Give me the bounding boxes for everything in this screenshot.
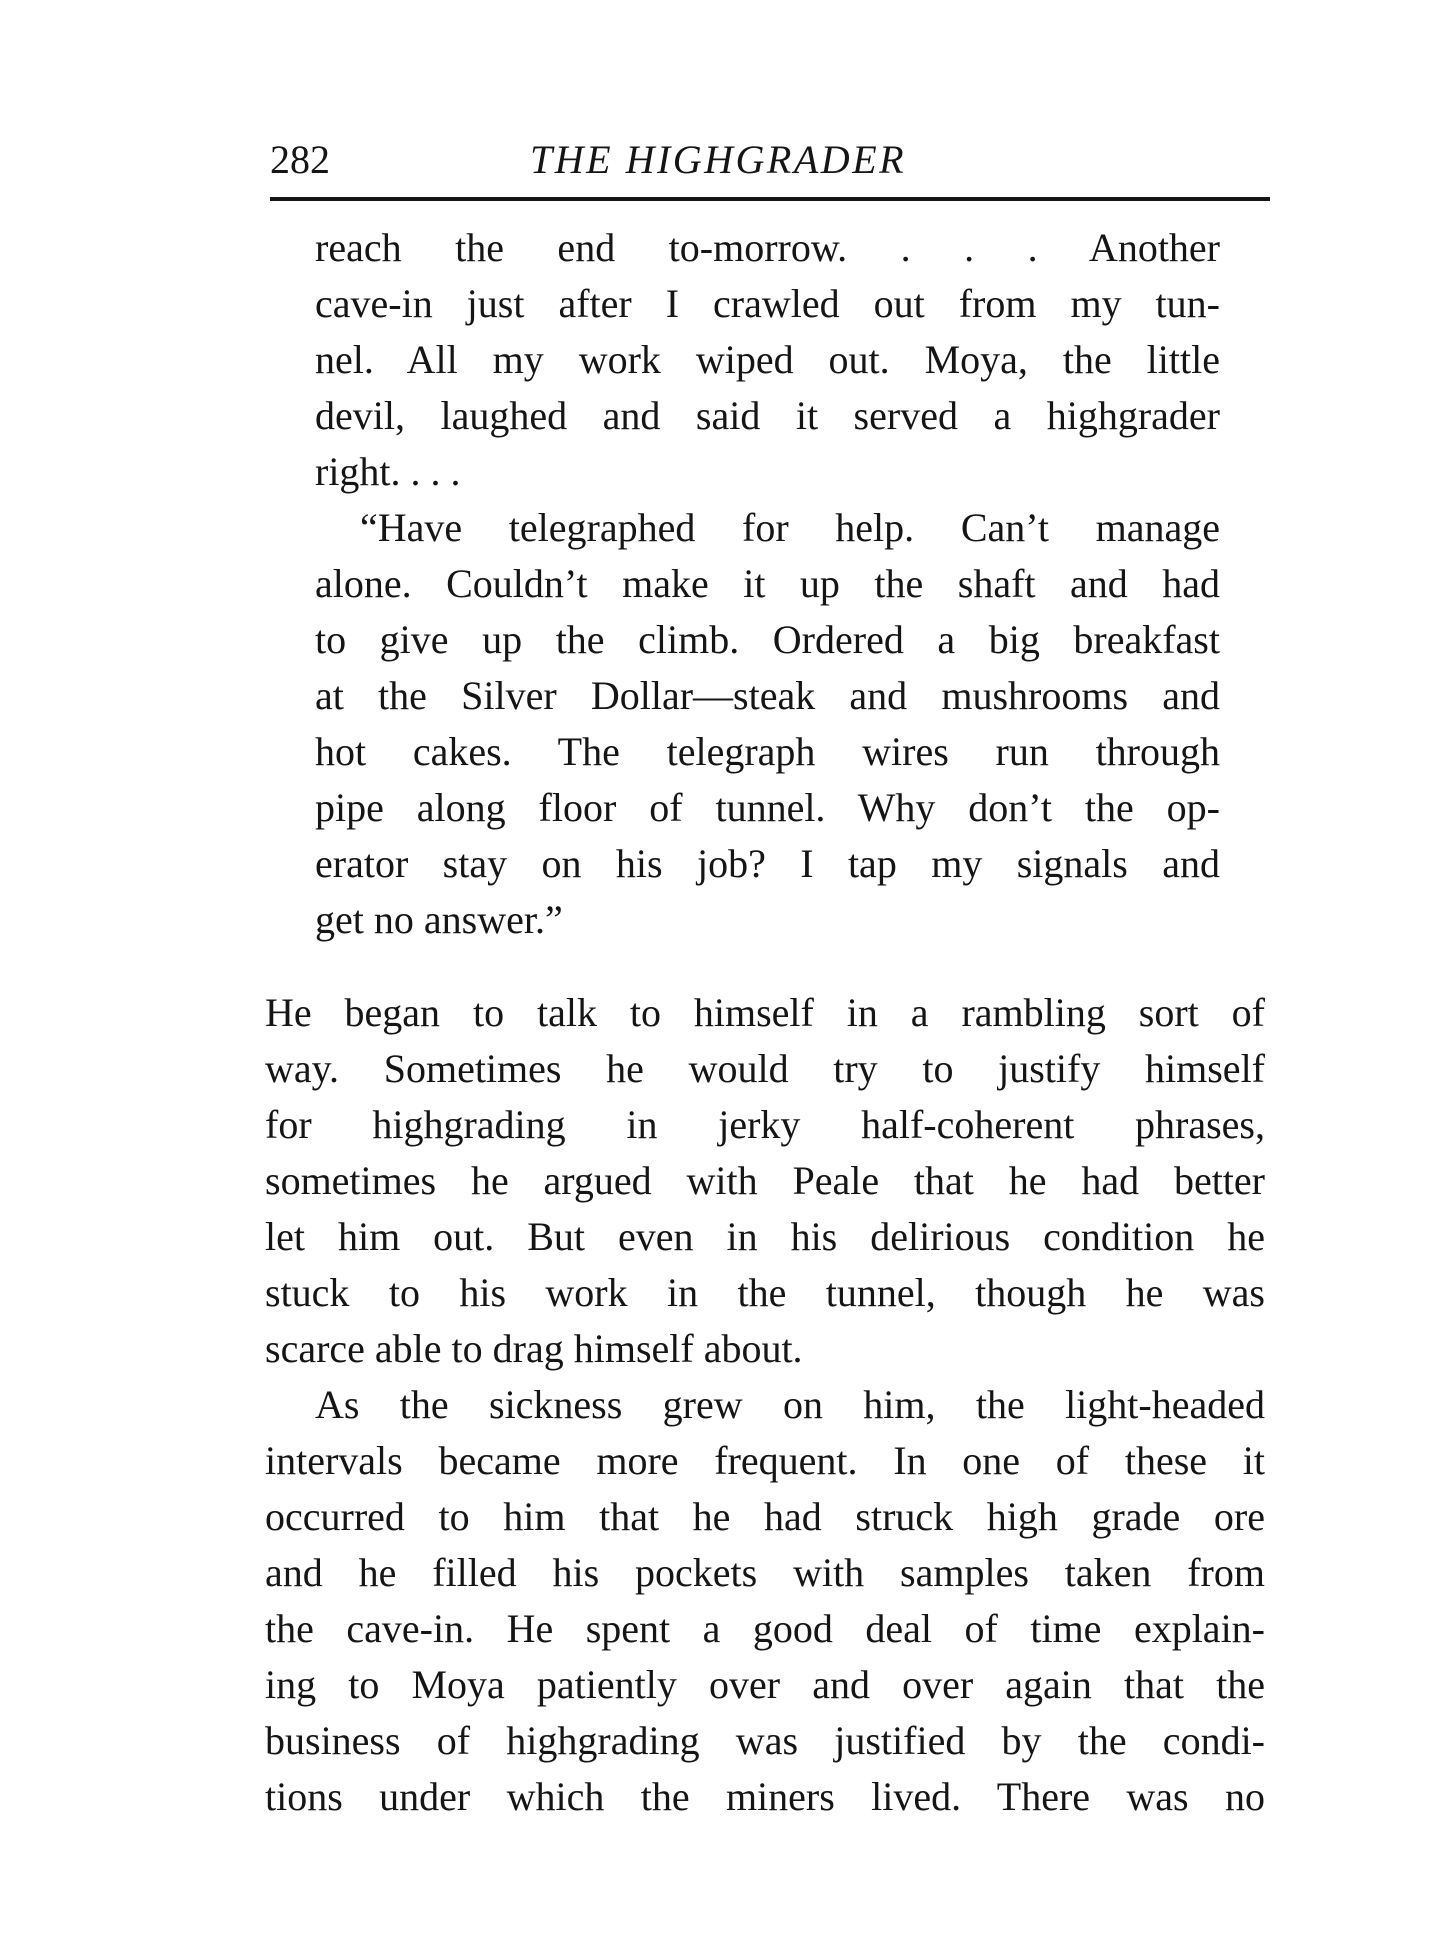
text-line: “Have telegraphed for help. Can’t manage <box>360 505 1220 550</box>
text-line: intervals became more frequent. In one of these it <box>265 1438 1265 1483</box>
text-line: cave-in just after I crawled out from my tun- <box>315 281 1220 326</box>
text-line: sometimes he argued with Peale that he had better <box>265 1158 1265 1203</box>
text-line: He began to talk to himself in a rambling sort of <box>265 990 1265 1035</box>
text-line: let him out. But even in his delirious condition he <box>265 1214 1265 1259</box>
text-line: erator stay on his job? I tap my signals and <box>315 841 1220 886</box>
page-number: 282 <box>270 137 330 182</box>
text-line: nel. All my work wiped out. Moya, the little <box>315 337 1220 382</box>
text-line: devil, laughed and said it served a highgrader <box>315 393 1220 438</box>
running-title: THE HIGHGRADER <box>530 137 907 182</box>
text-line: pipe along floor of tunnel. Why don’t the op- <box>315 785 1220 830</box>
text-line: alone. Couldn’t make it up the shaft and had <box>315 561 1220 606</box>
text-line: scarce able to drag himself about. <box>265 1326 803 1371</box>
header-rule <box>270 197 1270 201</box>
text-line: tions under which the miners lived. There was no <box>265 1774 1265 1819</box>
text-line: for highgrading in jerky half-coherent phrases, <box>265 1102 1265 1147</box>
text-line: ing to Moya patiently over and over again that the <box>265 1662 1265 1707</box>
text-line: right. . . . <box>315 449 461 494</box>
text-line: and he filled his pockets with samples taken from <box>265 1550 1265 1595</box>
text-line: to give up the climb. Ordered a big breakfast <box>315 617 1220 662</box>
text-line: reach the end to-morrow. . . . Another <box>315 225 1220 270</box>
text-line: the cave-in. He spent a good deal of time explain- <box>265 1606 1265 1651</box>
page-header <box>270 130 1270 190</box>
text-line: As the sickness grew on him, the light-headed <box>315 1382 1265 1427</box>
text-line: at the Silver Dollar—steak and mushrooms and <box>315 673 1220 718</box>
text-line: get no answer.” <box>315 897 563 942</box>
text-line: hot cakes. The telegraph wires run through <box>315 729 1220 774</box>
text-line: way. Sometimes he would try to justify himself <box>265 1046 1265 1091</box>
letter-excerpt <box>315 220 1220 948</box>
text-line: business of highgrading was justified by the condi- <box>265 1718 1265 1763</box>
text-line: occurred to him that he had struck high grade ore <box>265 1494 1265 1539</box>
body-text <box>265 985 1265 1825</box>
text-line: stuck to his work in the tunnel, though he was <box>265 1270 1265 1315</box>
